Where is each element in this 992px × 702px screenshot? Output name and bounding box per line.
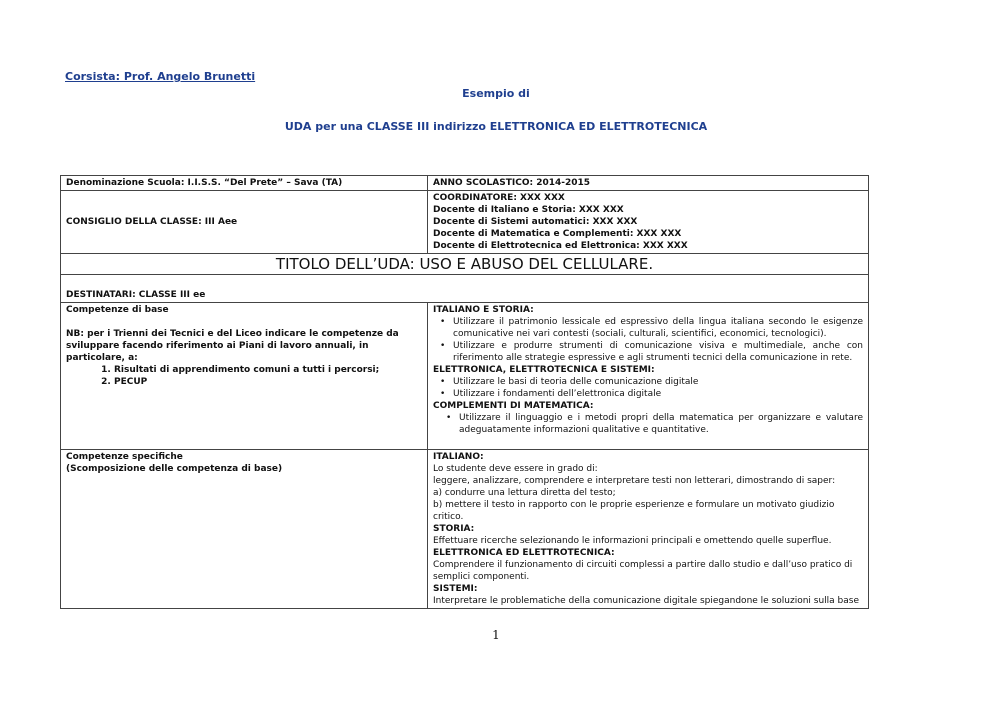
italiano-line: Lo studente deve essere in grado di: <box>433 464 598 474</box>
competence-item: • Utilizzare e produrre strumenti di comunicazione visiva e multimediale, anche con riferimento alle strategie espressive e agli strumenti tecnici della comunicazione in rete. <box>453 340 863 364</box>
italiano-storia-heading: ITALIANO E STORIA: <box>433 305 534 315</box>
specific-competences-row <box>61 450 869 609</box>
sistemi-text: Interpretare le problematiche della comunicazione digitale spiegandone le soluzioni sulla base <box>433 596 859 606</box>
author-line: Corsista: Prof. Angelo Brunetti <box>65 70 256 83</box>
recipients-row <box>61 275 869 303</box>
specific-heading: Competenze specifiche <box>66 452 183 462</box>
base-list-item: 1. Risultati di apprendimento comuni a tutti i percorsi; <box>114 364 422 376</box>
school-cell: Denominazione Scuola: I.I.S.S. “Del Prete” – Sava (TA) <box>61 176 428 191</box>
base-heading: Competenze di base <box>66 305 169 315</box>
specific-competences-label-cell <box>61 450 428 609</box>
italiano-heading: ITALIANO: <box>433 452 484 462</box>
elettro-text: Comprendere il funzionamento di circuiti complessi a partire dallo studio e dall’uso pratico di semplici componenti. <box>433 560 853 582</box>
teacher-item: Docente di Italiano e Storia: XXX XXX <box>433 205 624 215</box>
recipients-cell: DESTINATARI: CLASSE III ee <box>61 275 869 303</box>
document-subtitle: Esempio di <box>462 87 530 100</box>
competence-item: • Utilizzare i fondamenti dell’elettronica digitale <box>453 388 863 400</box>
sistemi-heading: SISTEMI: <box>433 584 478 594</box>
document-title: UDA per una CLASSE III indirizzo ELETTRONICA ED ELETTROTECNICA <box>284 120 708 133</box>
page-number: 1 <box>492 628 500 642</box>
base-competences-row <box>61 303 869 450</box>
storia-heading: STORIA: <box>433 524 475 534</box>
teacher-item: Docente di Elettrotecnica ed Elettronica: XXX XXX <box>433 241 688 251</box>
specific-subheading: (Scomposizione delle competenza di base) <box>66 464 283 474</box>
teachers-cell <box>428 191 869 254</box>
teacher-item: Docente di Matematica e Complementi: XXX XXX <box>433 229 682 239</box>
italiano-line: leggere, analizzare, comprendere e interpretare testi non letterari, dimostrando di saper: <box>433 476 836 486</box>
teacher-item: Docente di Sistemi automatici: XXX XXX <box>433 217 638 227</box>
italiano-line: a) condurre una lettura diretta del testo; <box>433 488 616 498</box>
coordinator: COORDINATORE: XXX XXX <box>433 193 565 203</box>
base-competences-label-cell <box>61 303 428 450</box>
competence-item: • Utilizzare le basi di teoria delle comunicazione digitale <box>453 376 863 388</box>
competence-item: • Utilizzare il patrimonio lessicale ed espressivo della lingua italiana secondo le esigenze comunicative nei vari contesti (sociali, culturali, scientifici, economici, tecnologici). <box>453 316 863 340</box>
council-row <box>61 191 869 254</box>
base-competences-content-cell <box>428 303 869 450</box>
uda-title-row <box>61 254 869 275</box>
matematica-heading: COMPLEMENTI DI MATEMATICA: <box>433 401 594 411</box>
storia-text: Effettuare ricerche selezionando le informazioni principali e omettendo quelle superflue. <box>433 536 832 546</box>
uda-title: TITOLO DELL’UDA: USO E ABUSO DEL CELLULARE. <box>61 254 869 275</box>
base-note: NB: per i Trienni dei Tecnici e del Liceo indicare le competenze da sviluppare facendo riferimento ai Piani di lavoro annuali, in particolare, a: <box>66 329 399 363</box>
year-cell: ANNO SCOLASTICO: 2014-2015 <box>428 176 869 191</box>
school-row <box>61 176 869 191</box>
base-list-item: 2. PECUP <box>114 376 422 388</box>
uda-table <box>60 175 869 609</box>
specific-competences-content-cell <box>428 450 869 609</box>
council-cell: CONSIGLIO DELLA CLASSE: III Aee <box>61 191 428 254</box>
elettronica-heading: ELETTRONICA, ELETTROTECNICA E SISTEMI: <box>433 365 655 375</box>
competence-item: • Utilizzare il linguaggio e i metodi propri della matematica per organizzare e valutare adeguatamente informazioni qualitative e quantitative. <box>459 412 863 436</box>
italiano-line: b) mettere il testo in rapporto con le proprie esperienze e formulare un motivato giudizio critico. <box>433 500 835 522</box>
elettro-heading: ELETTRONICA ED ELETTROTECNICA: <box>433 548 615 558</box>
